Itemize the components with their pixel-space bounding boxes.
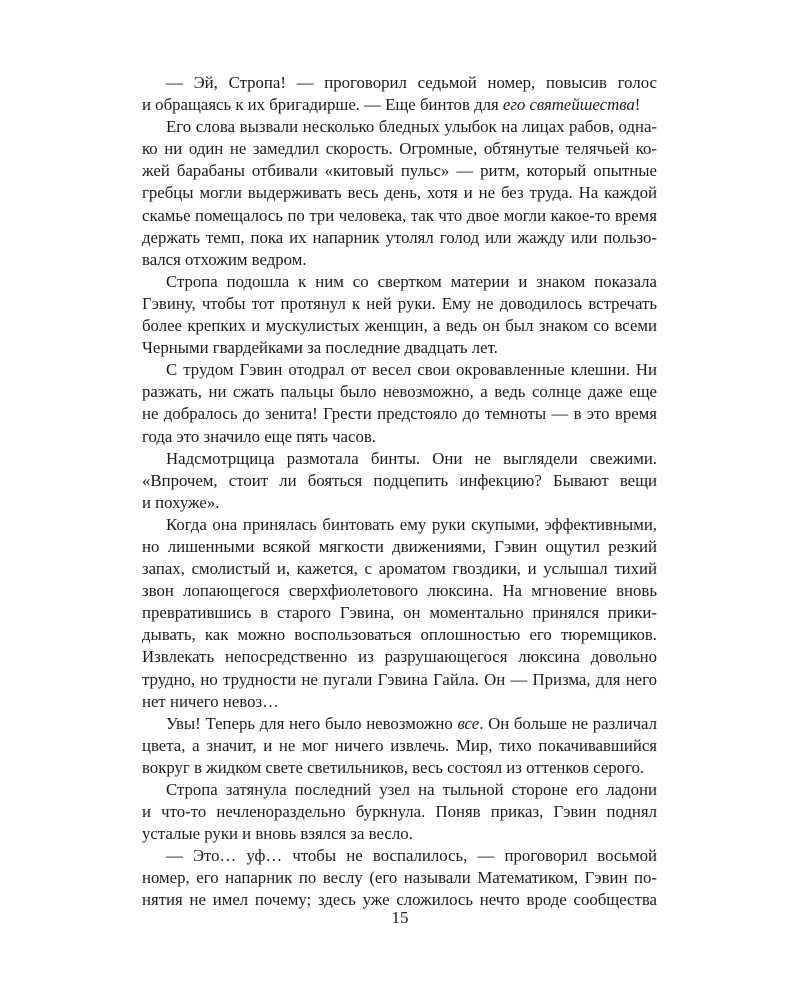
paragraph bbox=[142, 514, 657, 713]
text-line bbox=[142, 72, 657, 94]
text-line bbox=[142, 448, 657, 470]
text-segment: номер, его напарник по веслу (его называли Математиком, Гэвин по- bbox=[142, 868, 657, 888]
text-segment: ко ни один не замедлил скорость. Огромные, обтянутые телячьей ко- bbox=[142, 139, 657, 159]
body-text bbox=[142, 72, 657, 912]
text-segment: гребцы могли выдерживать весь день, хотя и не без труда. На каждой bbox=[142, 183, 657, 203]
text-line bbox=[142, 735, 657, 757]
text-segment: и похуже». bbox=[142, 492, 220, 512]
text-line bbox=[142, 160, 657, 182]
text-segment: нятия не имел почему; здесь уже сложилось нечто вроде сообщества bbox=[142, 890, 657, 910]
text-line bbox=[142, 492, 657, 514]
text-segment: Надсмотрщица размотала бинты. Они не выглядели свежими. bbox=[166, 448, 657, 468]
text-segment: и что-то нечленораздельно буркнула. Поняв приказ, Гэвин поднял bbox=[142, 802, 657, 822]
paragraph bbox=[142, 359, 657, 447]
text-segment: . Он больше не различал bbox=[479, 713, 657, 733]
text-segment: Черными гвардейками за последние двадцать лет. bbox=[142, 338, 498, 358]
text-segment: жей барабаны отбивали «китовый пульс» — ритм, который опытные bbox=[142, 161, 657, 181]
text-segment: Стропа затянула последний узел на тыльной стороне его ладони bbox=[166, 780, 657, 799]
paragraph bbox=[142, 713, 657, 779]
text-segment: и обращаясь к их бригадирше. — Еще бинтов для bbox=[142, 95, 503, 115]
text-segment: Стропа подошла к ним со свертком материи и знаком показала bbox=[166, 271, 657, 291]
paragraph bbox=[142, 72, 657, 116]
text-line bbox=[142, 205, 657, 227]
page-number: 15 bbox=[391, 908, 409, 927]
text-line bbox=[142, 536, 657, 558]
text-line bbox=[142, 845, 657, 867]
text-segment: но лишенными всякой мягкости движениями, Гэвин ощутил резкий bbox=[142, 536, 657, 556]
text-segment: усталые руки и вновь взялся за весло. bbox=[142, 824, 413, 844]
text-line bbox=[142, 867, 657, 889]
text-line bbox=[142, 94, 657, 116]
paragraph bbox=[142, 116, 657, 271]
text-segment: разжать, ни сжать пальцы было невозможно, а ведь солнце даже еще bbox=[142, 382, 657, 402]
text-line bbox=[142, 381, 657, 403]
text-line bbox=[142, 249, 657, 271]
text-line bbox=[142, 470, 657, 492]
paragraph bbox=[142, 271, 657, 359]
text-segment: Его слова вызвали несколько бледных улыбок на лицах рабов, одна- bbox=[166, 117, 657, 137]
text-segment: Извлекать непосредственно из разрушающегося люксина довольно bbox=[142, 647, 657, 667]
text-line bbox=[142, 558, 657, 580]
text-segment: не добралось до зенита! Грести предстояло до темноты — в это время bbox=[142, 404, 657, 424]
text-segment: — Это… уф… чтобы не воспалилось, — проговорил восьмой bbox=[166, 846, 657, 866]
text-line bbox=[142, 580, 657, 602]
text-segment: года это значило еще пять часов. bbox=[142, 426, 376, 446]
text-line bbox=[142, 669, 657, 691]
italic-text: все bbox=[457, 713, 480, 733]
text-segment: превратившись в старого Гэвина, он моментально принялся прики- bbox=[142, 603, 657, 623]
paragraph bbox=[142, 779, 657, 845]
text-segment: Увы! Теперь для него было невозможно bbox=[166, 713, 458, 733]
text-line bbox=[142, 691, 657, 713]
text-segment: запах, смолистый и, кажется, с ароматом гвоздики, и услышал тихий bbox=[142, 559, 657, 579]
paragraph bbox=[142, 448, 657, 514]
text-segment: дывать, как можно воспользоваться оплошностью его тюремщиков. bbox=[142, 625, 657, 645]
text-line bbox=[142, 182, 657, 204]
text-segment: вался отхожим ведром. bbox=[142, 249, 307, 269]
text-segment: Когда она принялась бинтовать ему руки скупыми, эффективными, bbox=[166, 514, 657, 534]
text-line bbox=[142, 646, 657, 668]
italic-text: его святейшества bbox=[502, 95, 635, 115]
text-line bbox=[142, 426, 657, 448]
text-segment: ! bbox=[634, 95, 641, 115]
text-segment: С трудом Гэвин отодрал от весел свои окровавленные клешни. Ни bbox=[166, 360, 657, 380]
text-segment: «Впрочем, стоит ли бояться подцепить инфекцию? Бывают вещи bbox=[142, 470, 657, 490]
text-line bbox=[142, 779, 657, 801]
text-line bbox=[142, 757, 657, 779]
text-segment: скамье помещалось по три человека, так что двое могли какое-то время bbox=[142, 205, 657, 225]
text-segment: цвета, а значит, и не мог ничего извлечь. Мир, тихо покачивавшийся bbox=[142, 735, 657, 755]
text-line bbox=[142, 138, 657, 160]
text-line bbox=[142, 337, 657, 359]
text-segment: нет ничего невоз… bbox=[142, 691, 279, 711]
text-line bbox=[142, 116, 657, 138]
text-segment: звон лопающегося сверхфиолетового люксина. На мгновение вновь bbox=[142, 581, 657, 601]
text-segment: держать темп, пока их напарник утолял голод или жажду или пользо- bbox=[142, 227, 657, 247]
text-segment: вокруг в жидком свете светильников, весь состоял из оттенков серого. bbox=[142, 757, 645, 777]
text-line bbox=[142, 271, 657, 293]
text-segment: более крепких и мускулистых женщин, а ведь он был знаком со всеми bbox=[142, 316, 657, 336]
text-segment: трудно, но трудности не пугали Гэвина Гайла. Он — Призма, для него bbox=[142, 669, 657, 689]
text-line bbox=[142, 315, 657, 337]
text-segment: — Эй, Стропа! — проговорил седьмой номер, повысив голос bbox=[166, 73, 657, 92]
text-line bbox=[142, 713, 657, 735]
paragraph bbox=[142, 845, 657, 911]
text-line bbox=[142, 359, 657, 381]
text-line bbox=[142, 403, 657, 425]
text-line bbox=[142, 823, 657, 845]
text-line bbox=[142, 801, 657, 823]
text-line bbox=[142, 624, 657, 646]
text-line bbox=[142, 514, 657, 536]
text-line bbox=[142, 602, 657, 624]
text-segment: Гэвину, чтобы тот протянул к ней руки. Ему не доводилось встречать bbox=[142, 293, 657, 313]
text-line bbox=[142, 227, 657, 249]
text-line bbox=[142, 293, 657, 315]
